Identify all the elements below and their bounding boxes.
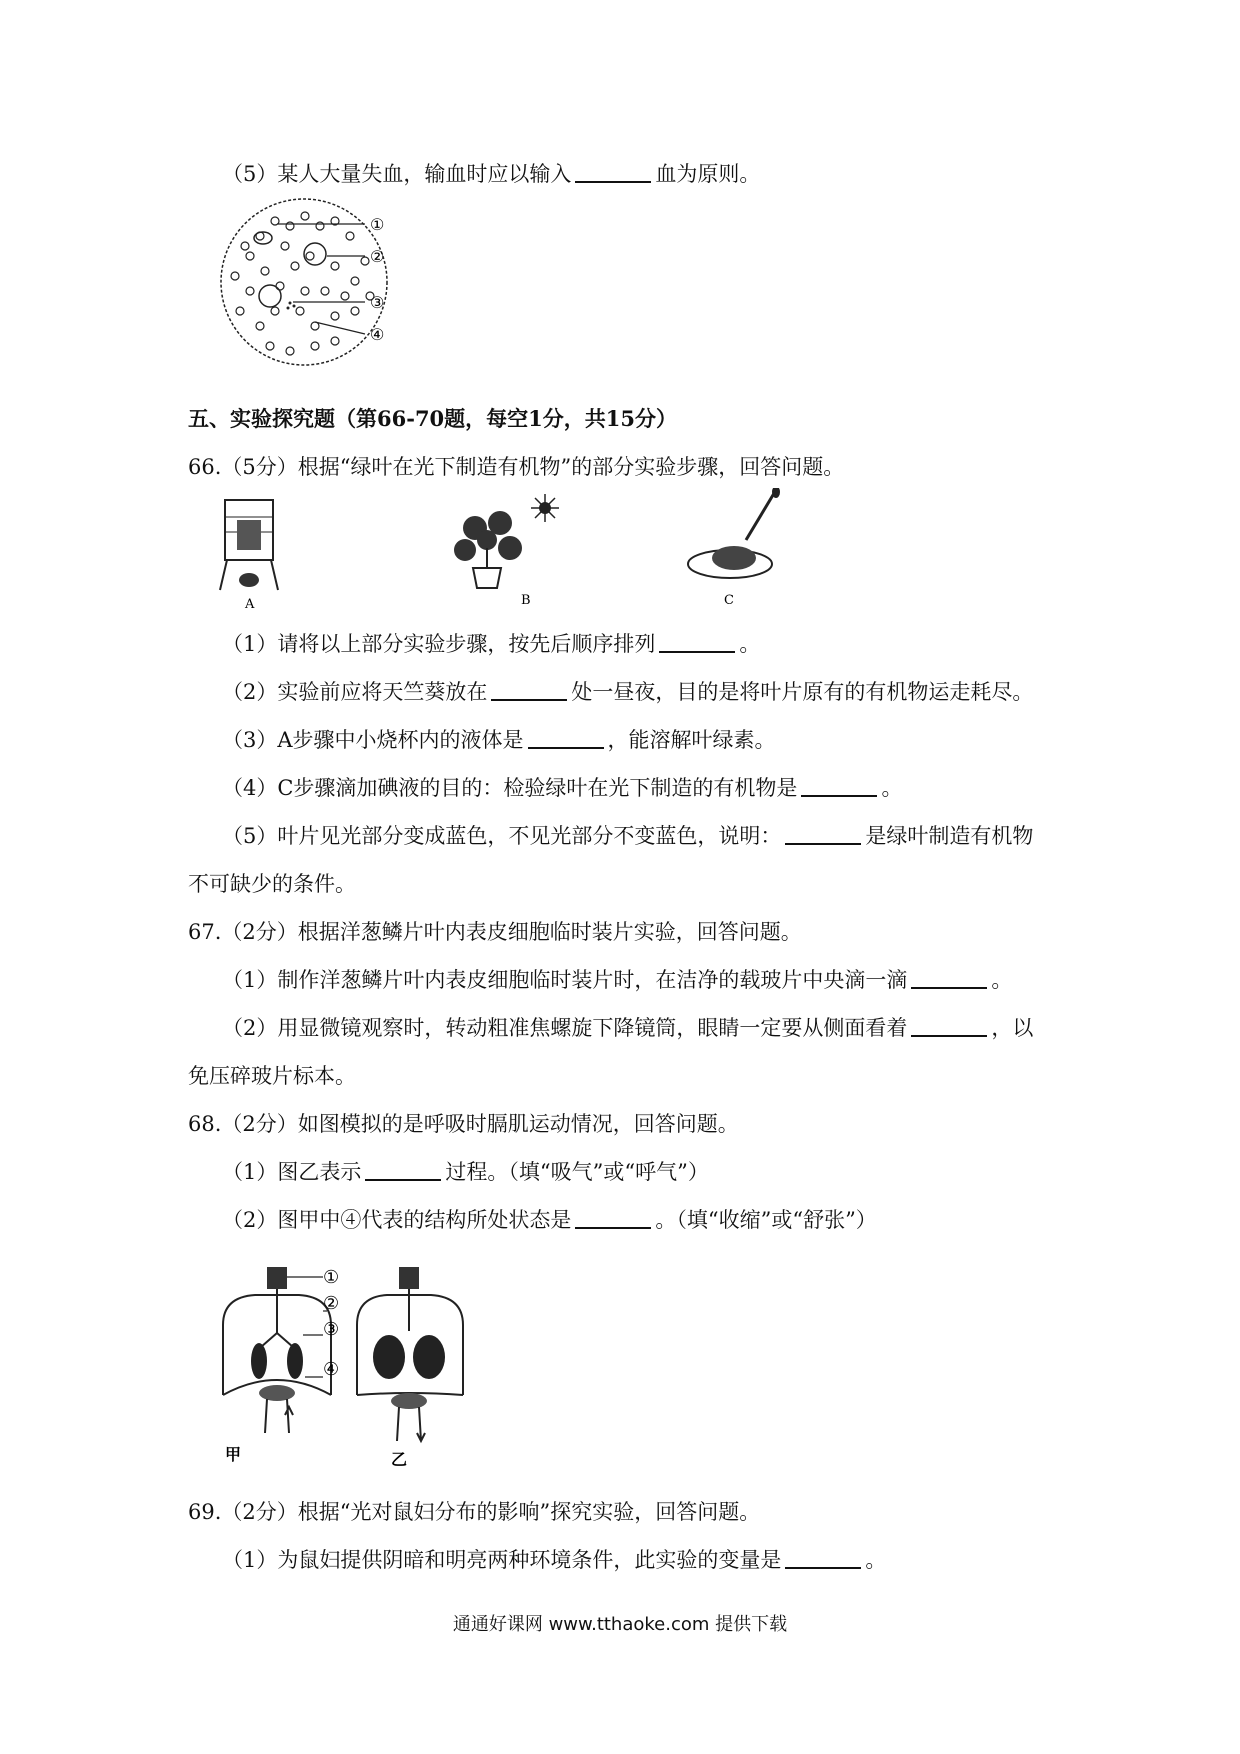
q67-1: （1）制作洋葱鳞片叶内表皮细胞临时装片时，在洁净的载玻片中央滴一滴 。 <box>222 968 1013 992</box>
white-cell-3 <box>259 285 281 307</box>
figure-c-label: C <box>724 593 734 608</box>
answer-blank[interactable] <box>491 679 567 701</box>
model-yi <box>357 1267 463 1469</box>
q67-stem: 67.（2分）根据洋葱鳞片叶内表皮细胞临时装片实验，回答问题。 <box>188 920 802 944</box>
answer-blank[interactable] <box>785 823 861 845</box>
answer-blank[interactable] <box>575 1207 651 1229</box>
q65-5-text: （5）某人大量失血，输血时应以输入 血为原则。 <box>222 162 761 186</box>
model-label-4: ④ <box>323 1359 340 1380</box>
blood-label-3: ③ <box>370 293 385 312</box>
q67-2-cont: 免压碎玻片标本。 <box>188 1064 356 1088</box>
model-label-3: ③ <box>323 1319 340 1340</box>
q69-1: （1）为鼠妇提供阴暗和明亮两种环境条件，此实验的变量是 。 <box>222 1548 887 1572</box>
q66-4: （4）C步骤滴加碘液的目的：检验绿叶在光下制造的有机物是 。 <box>222 776 903 800</box>
figure-c-iodine-dish <box>680 488 800 613</box>
blood-smear-figure <box>215 196 455 386</box>
caption-jia: 甲 <box>225 1445 242 1464</box>
q68-2: （2）图甲中④代表的结构所处状态是 。（填“收缩”或“舒张”） <box>222 1208 877 1232</box>
answer-blank[interactable] <box>365 1159 441 1181</box>
white-cell-2 <box>304 243 326 265</box>
blood-label-4: ④ <box>370 325 385 344</box>
q66-5: （5）叶片见光部分变成蓝色，不见光部分不变蓝色，说明： 是绿叶制造有机物 <box>222 824 1034 848</box>
q69-stem: 69.（2分）根据“光对鼠妇分布的影响”探究实验，回答问题。 <box>188 1500 761 1524</box>
answer-blank[interactable] <box>785 1547 861 1569</box>
answer-blank[interactable] <box>801 775 877 797</box>
red-blood-cells <box>231 212 374 355</box>
q68-stem: 68.（2分）如图模拟的是呼吸时膈肌运动情况，回答问题。 <box>188 1112 739 1136</box>
answer-blank[interactable] <box>911 1015 987 1037</box>
figure-a-water-bath <box>215 492 295 612</box>
q68-1: （1）图乙表示 过程。（填“吸气”或“呼气”） <box>222 1160 709 1184</box>
q66-5-cont: 不可缺少的条件。 <box>188 872 356 896</box>
answer-blank[interactable] <box>911 967 987 989</box>
figure-a-label: A <box>245 597 255 612</box>
figure-b-label: B <box>521 593 531 608</box>
q66-stem: 66.（5分）根据“绿叶在光下制造有机物”的部分实验步骤，回答问题。 <box>188 455 845 479</box>
blood-label-2: ② <box>370 247 385 266</box>
q66-3: （3）A步骤中小烧杯内的液体是 ，能溶解叶绿素。 <box>222 728 776 752</box>
page-footer: 通通好课网 www.tthaoke.com 提供下载 <box>452 1614 788 1635</box>
model-jia <box>223 1267 339 1464</box>
answer-blank[interactable] <box>528 727 604 749</box>
diaphragm-model-figure <box>215 1265 485 1470</box>
platelets <box>287 302 296 310</box>
blood-label-1: ① <box>370 215 385 234</box>
model-label-1: ① <box>323 1267 340 1288</box>
caption-yi: 乙 <box>391 1450 408 1469</box>
answer-blank[interactable] <box>575 161 651 183</box>
answer-blank[interactable] <box>659 631 735 653</box>
q66-1: （1）请将以上部分实验步骤，按先后顺序排列 。 <box>222 632 761 656</box>
model-label-2: ② <box>323 1293 340 1314</box>
section-5-heading: 五、实验探究题（第66-70题，每空1分，共15分） <box>188 406 677 431</box>
figure-b-plant-in-sun <box>445 488 575 613</box>
q66-2: （2）实验前应将天竺葵放在 处一昼夜，目的是将叶片原有的有机物运走耗尽。 <box>222 680 1034 704</box>
q67-2: （2）用显微镜观察时，转动粗准焦螺旋下降镜筒，眼睛一定要从侧面看着 ，以 <box>222 1016 1034 1040</box>
